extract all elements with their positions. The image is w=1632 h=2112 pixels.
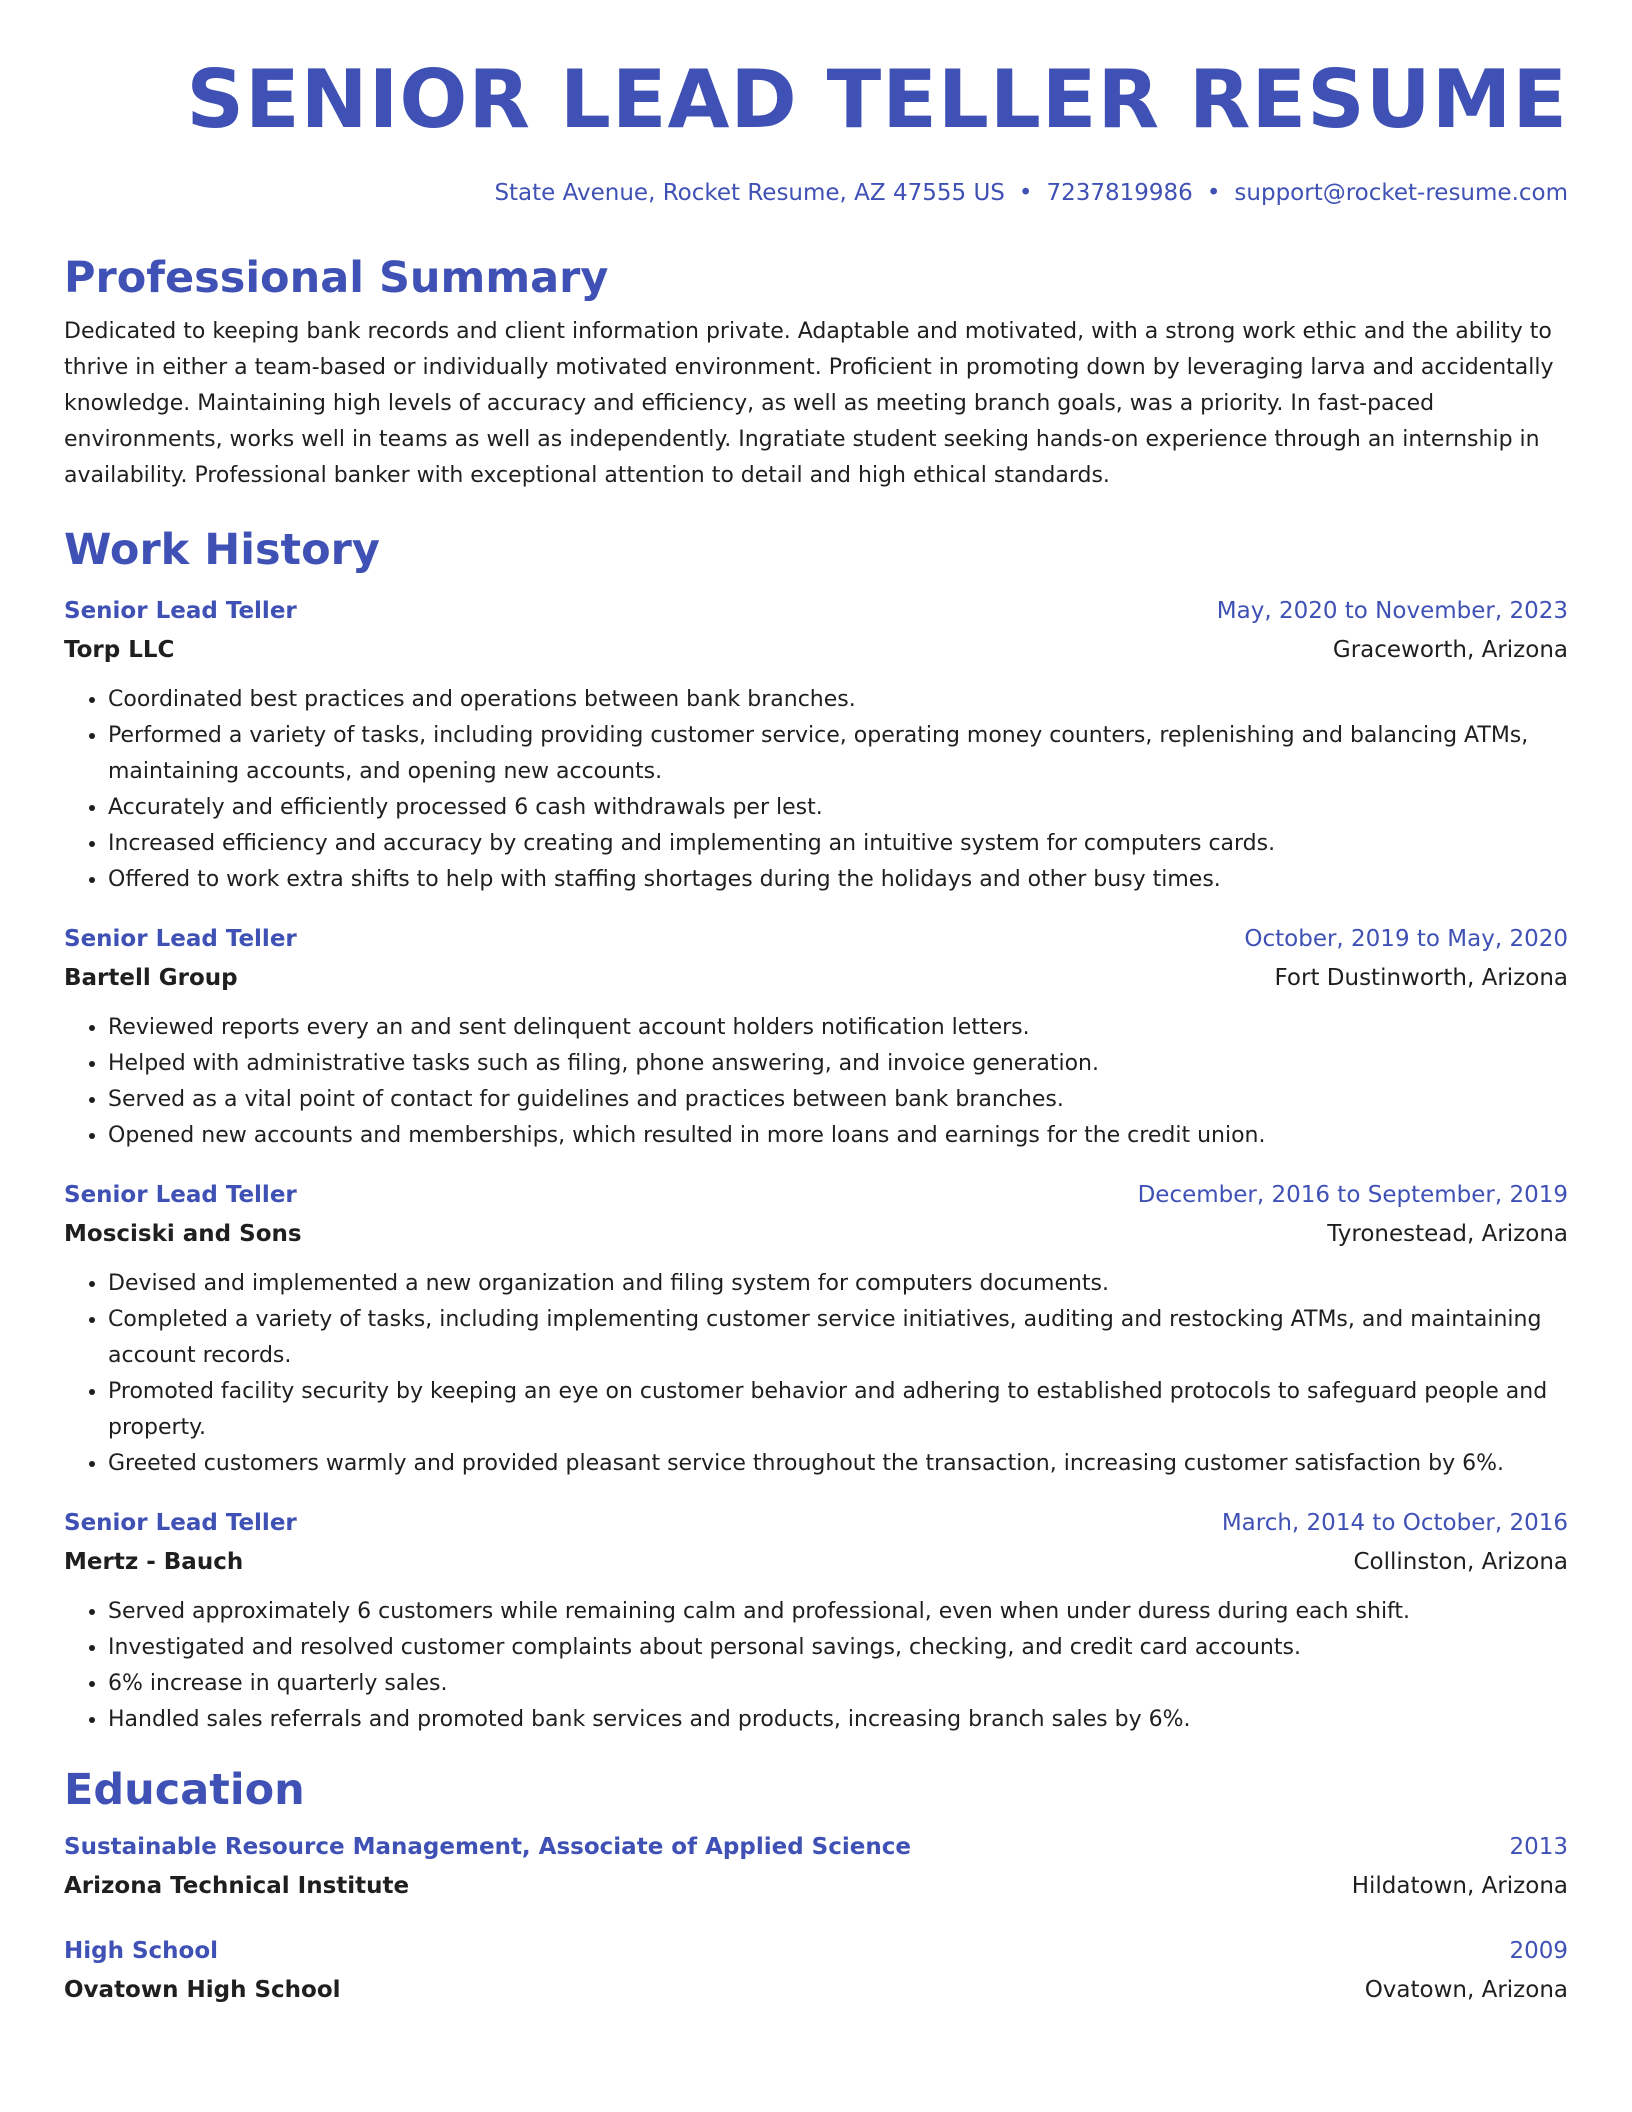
job-location: Fort Dustinworth, Arizona	[1274, 965, 1568, 991]
job-dates: May, 2020 to November, 2023	[1216, 598, 1568, 624]
education-school-row	[64, 1970, 1568, 2010]
job-bullet: • Investigated and resolved customer complaints about personal savings, checking, and credit card accounts.	[108, 1630, 1568, 1666]
job-dates: March, 2014 to October, 2016	[1221, 1510, 1568, 1536]
contact-email: support@rocket-resume.com	[1234, 180, 1568, 206]
education-school: Ovatown High School	[64, 1977, 341, 2003]
education-year: 2013	[1509, 1834, 1568, 1860]
job-bullet: • Offered to work extra shifts to help with staffing shortages during the holidays and other busy times.	[108, 862, 1568, 898]
job-bullet: • Promoted facility security by keeping an eye on customer behavior and adhering to established protocols to safeguard people and property.	[108, 1374, 1568, 1446]
job-entry	[64, 1504, 1568, 1738]
job-company: Bartell Group	[64, 965, 238, 991]
job-bullet: • Coordinated best practices and operations between bank branches.	[108, 682, 1568, 718]
job-header-row	[64, 1504, 1568, 1542]
job-company-row	[64, 1542, 1568, 1582]
job-title: Senior Lead Teller	[64, 1510, 297, 1536]
education-entry	[64, 1828, 1568, 1906]
job-bullet: • Handled sales referrals and promoted bank services and products, increasing branch sales by 6%.	[108, 1702, 1568, 1738]
job-bullets	[64, 1010, 1568, 1154]
education-heading: Education	[64, 1765, 305, 1815]
contact-separator: •	[1206, 180, 1221, 206]
job-title: Senior Lead Teller	[64, 926, 297, 952]
job-bullet: • Increased efficiency and accuracy by creating and implementing an intuitive system for computers cards.	[108, 826, 1568, 862]
job-location: Graceworth, Arizona	[1332, 637, 1568, 663]
job-company-row	[64, 1214, 1568, 1254]
job-bullet: • Performed a variety of tasks, including providing customer service, operating money counters, replenishing and balancing ATMs, maintaining accounts, and opening new accounts.	[108, 718, 1568, 790]
job-bullets	[64, 1266, 1568, 1482]
summary-text: Dedicated to keeping bank records and client information private. Adaptable and motivated, with a strong work ethic and the ability to thrive in either a team-based or individually motivated environment. Proficient in promoting down by leveraging larva and accidentally knowledge. Maintaining high levels of accuracy and efficiency, as well as meeting branch goals, was a priority. In fast-paced environments, works well in teams as well as independently. Ingratiate student seeking hands-on experience through an internship in availability. Professional banker with exceptional attention to detail and high ethical standards.	[64, 319, 1554, 488]
job-location: Collinston, Arizona	[1353, 1549, 1568, 1575]
education-header-row	[64, 1932, 1568, 1970]
education-degree: Sustainable Resource Management, Associate of Applied Science	[64, 1834, 911, 1860]
job-header-row	[64, 1176, 1568, 1214]
job-bullet: • Opened new accounts and memberships, which resulted in more loans and earnings for the credit union.	[108, 1118, 1568, 1154]
education-entry	[64, 1932, 1568, 2010]
job-bullets	[64, 682, 1568, 898]
resume-title: SENIOR LEAD TELLER RESUME	[186, 53, 1568, 146]
job-header-row	[64, 920, 1568, 958]
education-degree: High School	[64, 1938, 219, 1964]
contact-separator: •	[1018, 180, 1033, 206]
education-location: Hildatown, Arizona	[1351, 1873, 1568, 1899]
job-bullet: • Accurately and efficiently processed 6 cash withdrawals per lest.	[108, 790, 1568, 826]
job-bullet: • Helped with administrative tasks such as filing, phone answering, and invoice generation.	[108, 1046, 1568, 1082]
education-school: Arizona Technical Institute	[64, 1873, 410, 1899]
job-company-row	[64, 958, 1568, 998]
job-dates: December, 2016 to September, 2019	[1137, 1182, 1568, 1208]
job-company: Torp LLC	[64, 637, 175, 663]
job-entry	[64, 592, 1568, 898]
job-bullet: • Completed a variety of tasks, including implementing customer service initiatives, auditing and restocking ATMs, and maintaining account records.	[108, 1302, 1568, 1374]
contact-phone: 7237819986	[1046, 180, 1193, 206]
job-company: Mosciski and Sons	[64, 1221, 302, 1247]
job-company: Mertz - Bauch	[64, 1549, 244, 1575]
job-bullet: • Reviewed reports every an and sent delinquent account holders notification letters.	[108, 1010, 1568, 1046]
education-year: 2009	[1509, 1938, 1568, 1964]
job-bullet: • Greeted customers warmly and provided pleasant service throughout the transaction, increasing customer satisfaction by 6%.	[108, 1446, 1568, 1482]
job-title: Senior Lead Teller	[64, 1182, 297, 1208]
job-entry	[64, 920, 1568, 1154]
job-entry	[64, 1176, 1568, 1482]
job-company-row	[64, 630, 1568, 670]
job-title: Senior Lead Teller	[64, 598, 297, 624]
education-header-row	[64, 1828, 1568, 1866]
summary-heading: Professional Summary	[64, 253, 609, 303]
job-bullet: • Devised and implemented a new organization and filing system for computers documents.	[108, 1266, 1568, 1302]
job-bullet: • 6% increase in quarterly sales.	[108, 1666, 1568, 1702]
education-location: Ovatown, Arizona	[1364, 1977, 1568, 2003]
contact-address: State Avenue, Rocket Resume, AZ 47555 US	[494, 180, 1005, 206]
job-bullets	[64, 1594, 1568, 1738]
job-location: Tyronestead, Arizona	[1327, 1221, 1568, 1247]
job-bullet: • Served approximately 6 customers while remaining calm and professional, even when under duress during each shift.	[108, 1594, 1568, 1630]
job-bullet: • Served as a vital point of contact for guidelines and practices between bank branches.	[108, 1082, 1568, 1118]
work-history-heading: Work History	[64, 525, 380, 575]
education-school-row	[64, 1866, 1568, 1906]
job-dates: October, 2019 to May, 2020	[1244, 926, 1568, 952]
job-header-row	[64, 592, 1568, 630]
contact-line	[64, 180, 1568, 206]
